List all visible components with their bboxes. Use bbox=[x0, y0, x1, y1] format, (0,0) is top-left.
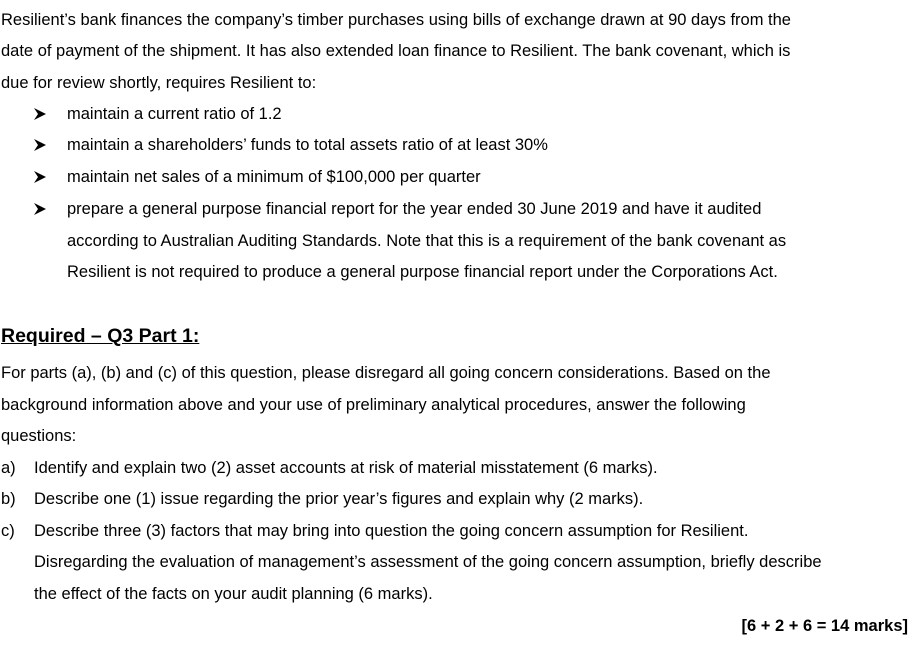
covenant-4-line-2: according to Australian Auditing Standards. Note that this is a requirement of the bank covenant as bbox=[67, 232, 787, 250]
covenant-3: maintain net sales of a minimum of $100,000 per quarter bbox=[67, 168, 481, 186]
intro-line-2: date of payment of the shipment. It has also extended loan finance to Resilient. The bank covenant, which is bbox=[1, 42, 791, 60]
covenant-4-line-3: Resilient is not required to produce a general purpose financial report under the Corporations Act. bbox=[67, 263, 778, 281]
intro-line-1: Resilient’s bank finances the company’s timber purchases using bills of exchange drawn at 90 days from the bbox=[1, 11, 791, 29]
arrowhead-bullet-icon bbox=[33, 138, 47, 152]
intro-line-3: due for review shortly, requires Resilient to: bbox=[1, 74, 317, 92]
question-c-line-1: Describe three (3) factors that may bring into question the going concern assumption for Resilient. bbox=[34, 522, 749, 540]
instructions-line-3: questions: bbox=[1, 427, 77, 445]
question-a-label: a) bbox=[1, 459, 16, 477]
covenant-1: maintain a current ratio of 1.2 bbox=[67, 105, 282, 123]
covenant-2: maintain a shareholders’ funds to total assets ratio of at least 30% bbox=[67, 136, 548, 154]
question-b-text: Describe one (1) issue regarding the prior year’s figures and explain why (2 marks). bbox=[34, 490, 644, 508]
arrowhead-bullet-icon bbox=[33, 202, 47, 216]
section-heading: Required – Q3 Part 1: bbox=[1, 325, 200, 347]
question-c-label: c) bbox=[1, 522, 15, 540]
question-c-line-2: Disregarding the evaluation of management’s assessment of the going concern assumption, briefly describe bbox=[34, 553, 822, 571]
instructions-line-1: For parts (a), (b) and (c) of this question, please disregard all going concern considerations. Based on the bbox=[1, 364, 771, 382]
covenant-4-line-1: prepare a general purpose financial report for the year ended 30 June 2019 and have it audited bbox=[67, 200, 762, 218]
question-a-text: Identify and explain two (2) asset accounts at risk of material misstatement (6 marks). bbox=[34, 459, 658, 477]
marks-total: [6 + 2 + 6 = 14 marks] bbox=[741, 617, 908, 635]
question-c-line-3: the effect of the facts on your audit planning (6 marks). bbox=[34, 585, 433, 603]
instructions-line-2: background information above and your use of preliminary analytical procedures, answer the following bbox=[1, 396, 746, 414]
question-b-label: b) bbox=[1, 490, 16, 508]
arrowhead-bullet-icon bbox=[33, 107, 47, 121]
arrowhead-bullet-icon bbox=[33, 170, 47, 184]
